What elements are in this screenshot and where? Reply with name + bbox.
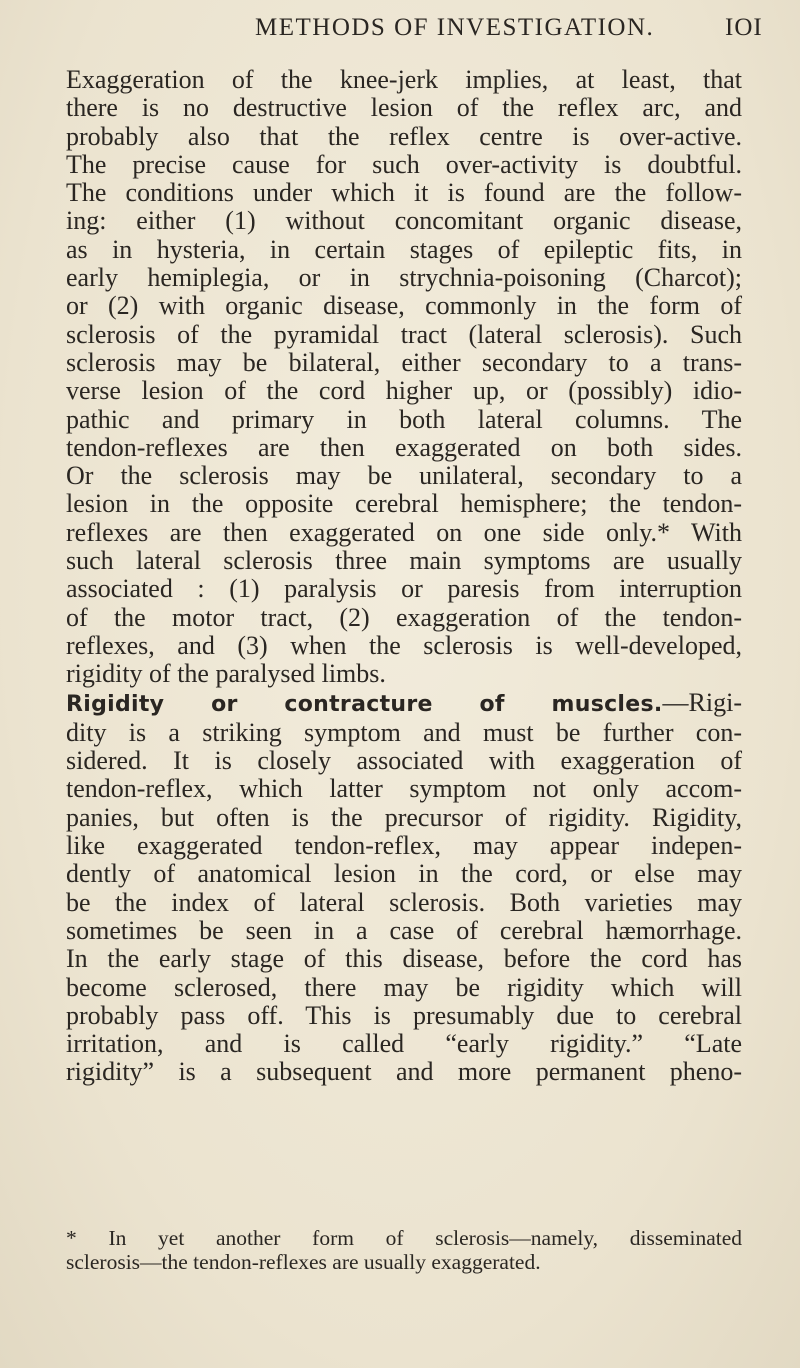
text-line: ing: either (1) without concomitant organic disease, [66,206,742,236]
footnote [66,1226,742,1274]
page-number: IOI [725,14,763,41]
text-line: sidered. It is closely associated with exaggeration of [66,746,742,776]
text-line: there is no destructive lesion of the reflex arc, and [66,93,742,123]
text-line: Or the sclerosis may be unilateral, secondary to a [66,461,742,491]
text-line: associated : (1) paralysis or paresis from interruption [66,574,742,604]
footnote-line: sclerosis—the tendon-reflexes are usually exaggerated. [66,1250,541,1274]
text-line: dently of anatomical lesion in the cord, or else may [66,859,742,889]
text-line: rigidity” is a subsequent and more permanent pheno- [66,1057,742,1087]
text-line: In the early stage of this disease, before the cord has [66,944,742,974]
text-line: reflexes, and (3) when the sclerosis is well-developed, [66,630,742,660]
text-line: tendon-reflex, which latter symptom not only accom- [66,774,742,804]
text-line: sclerosis may be bilateral, either secondary to a trans- [66,347,742,377]
text-line: like exaggerated tendon-reflex, may appear indepen- [66,831,742,861]
text-line: or (2) with organic disease, commonly in the form of [66,291,742,321]
text-line: such lateral sclerosis three main symptoms are usually [66,546,742,576]
text-line: sometimes be seen in a case of cerebral hæmorrhage. [66,915,742,945]
text-line: early hemiplegia, or in strychnia-poisoning (Charcot); [66,263,742,293]
text-line: probably pass off. This is presumably due to cerebral [66,1000,742,1030]
text-line: panies, but often is the precursor of rigidity. Rigidity, [66,802,742,832]
body-text [66,66,742,1087]
text-line: irritation, and is called “early rigidity.” “Late [66,1029,742,1059]
text-line: lesion in the opposite cerebral hemisphere; the tendon- [66,489,742,519]
text-line: sclerosis of the pyramidal tract (lateral sclerosis). Such [66,319,742,349]
text-line: of the motor tract, (2) exaggeration of the tendon- [66,602,742,632]
text-line: tendon-reflexes are then exaggerated on both sides. [66,432,742,462]
text-line: verse lesion of the cord higher up, or (possibly) idio- [66,376,742,406]
text-line: The precise cause for such over-activity is doubtful. [66,149,742,179]
text-line: become sclerosed, there may be rigidity which will [66,972,742,1002]
text-line: pathic and primary in both lateral columns. The [66,404,742,434]
text-line: The conditions under which it is found are the follow- [66,178,742,208]
text-line: rigidity of the paralysed limbs. [66,659,386,689]
running-title: METHODS OF INVESTIGATION. [255,14,655,41]
section-heading: Rigidity or contracture of muscles. [66,691,663,717]
running-head [0,14,800,50]
text-line: Exaggeration of the knee-jerk implies, at least, that [66,65,742,94]
text-line: reflexes are then exaggerated on one side only.* With [66,517,742,547]
footnote-line: * In yet another form of sclerosis—namely, disseminated [66,1226,742,1250]
text-line: as in hysteria, in certain stages of epileptic fits, in [66,234,742,264]
section-first-line [66,689,742,719]
text-line: dity is a striking symptom and must be further con- [66,717,742,747]
section-first-line-rest: —Rigi- [662,687,742,717]
text-line: probably also that the reflex centre is over-active. [66,121,742,151]
text-line: be the index of lateral sclerosis. Both varieties may [66,887,742,917]
